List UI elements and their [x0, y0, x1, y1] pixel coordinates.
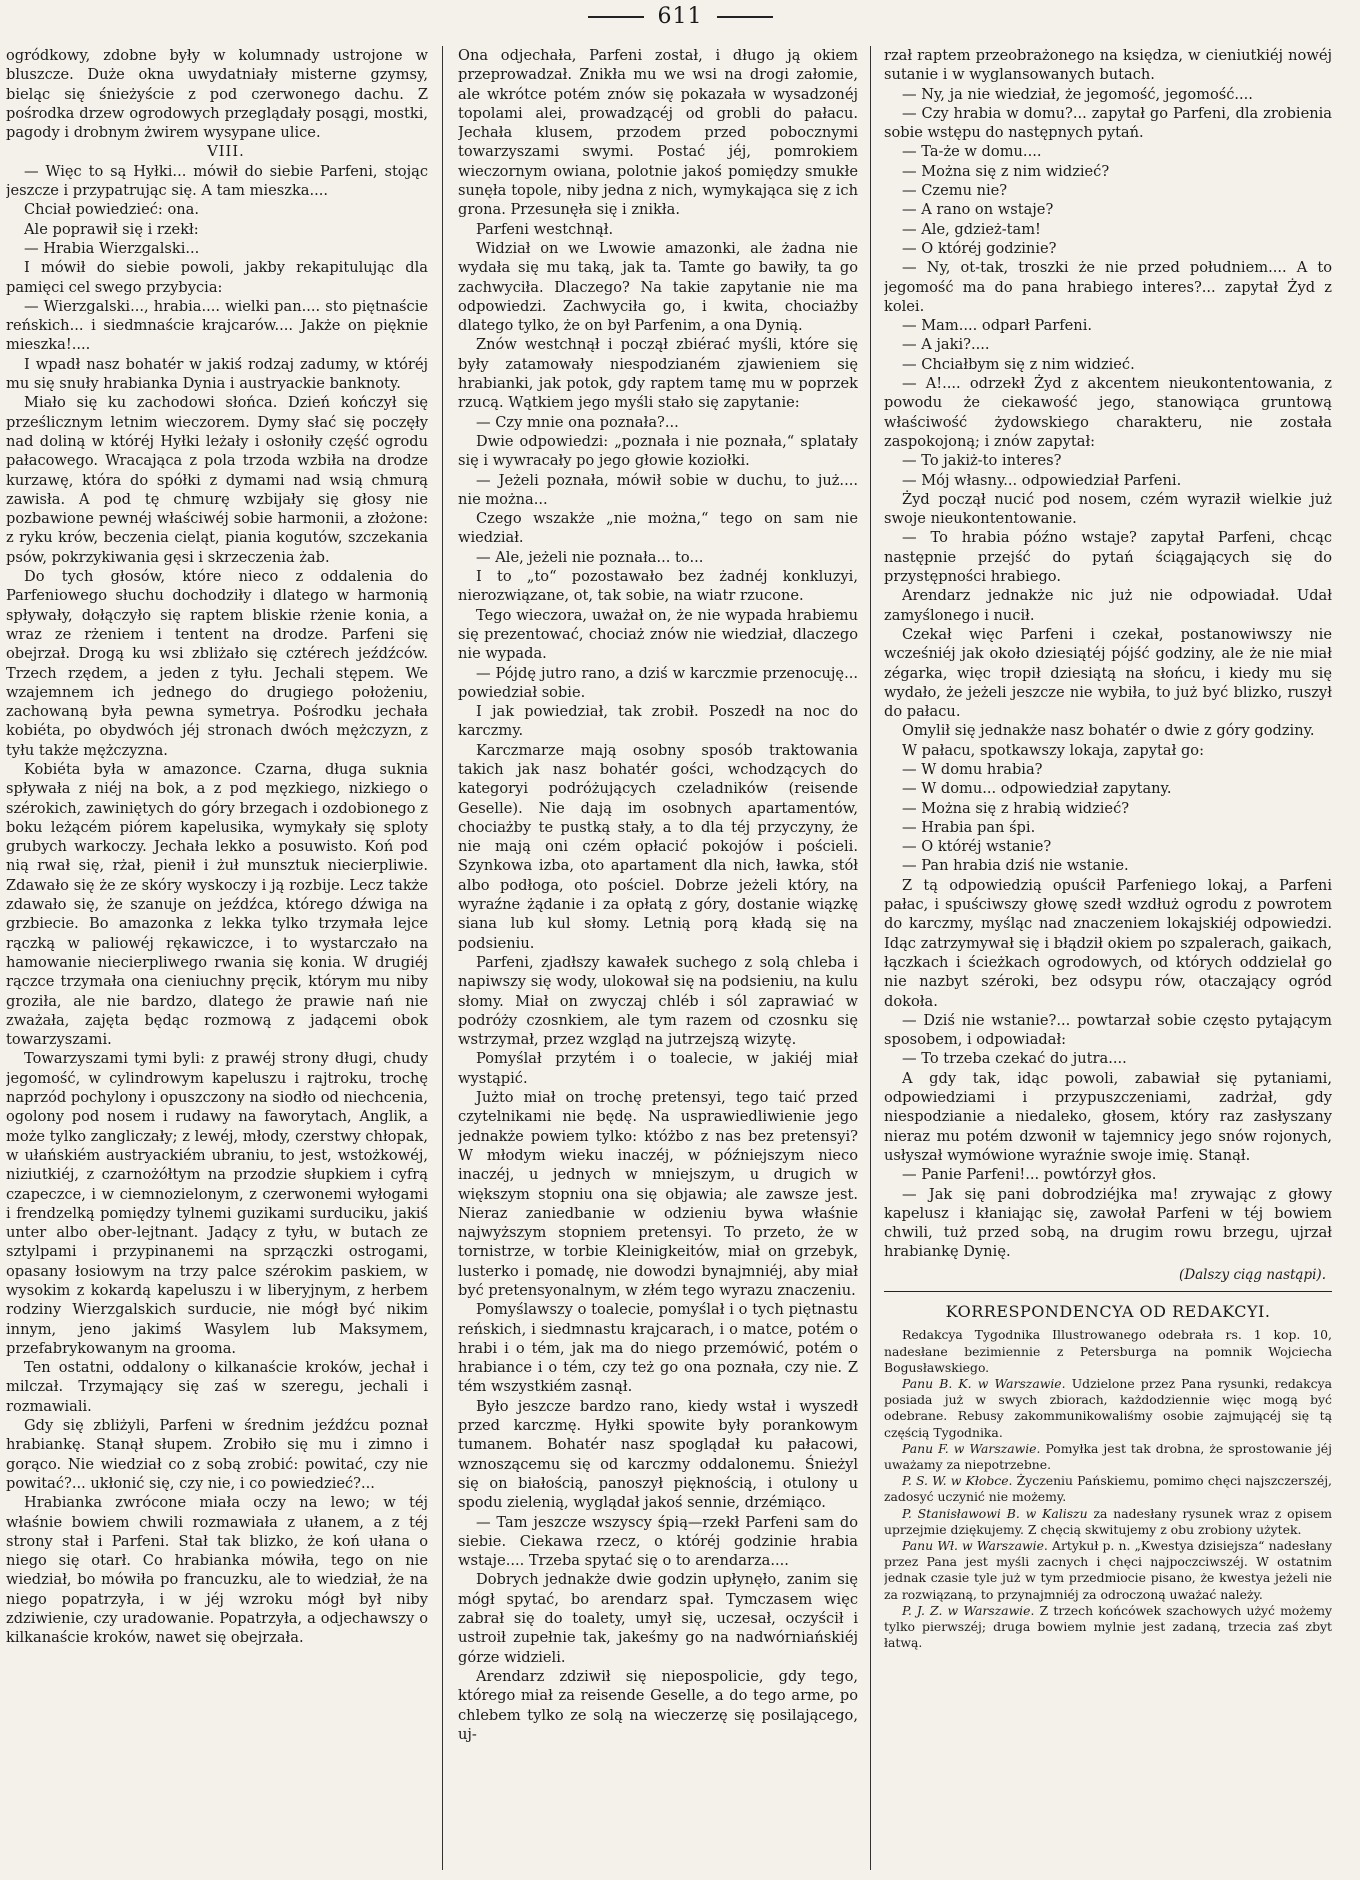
- paragraph: Pomyślawszy o toalecie, pomyślał i o tych piętnastu reńskich, i siedmnastu krajcarach, i o matce, potém o hrabi i o tém, jak ma do niego przemówić, potém o hrabiance i o tém, czy też go ona poznała, czy nie. Z tém wszystkiém zasnął.: [458, 1301, 858, 1396]
- paragraph: — To jakiż-to interes?: [902, 452, 1062, 470]
- paragraph: Dobrych jednakże dwie godzin upłynęło, zanim się mógł spytać, bo arendarz spał. Tymczasem więc zabrał się do toalety, umył się, uczesał, oczyścił i ustroił zupełnie tak, jakeśmy go na nadwórniańskiéj górze widzieli.: [458, 1571, 858, 1666]
- paragraph: Czego wszakże „nie można,“ tego on sam nie wiedział.: [458, 510, 858, 547]
- paragraph: Było jeszcze bardzo rano, kiedy wstał i wyszedł przed karczmę. Hyłki spowite były porankowym tumanem. Bohatér nasz spoglądał ku pałacowi, wznoszącemu się od karczmy oddalonemu. Śnieżyl się on białością, panoszył pięknością, i otulony u spodu zielenią, wyglądał jakoś sennie, drzémiąco.: [458, 1397, 858, 1512]
- paragraph: — Można się z nim widzieć?: [902, 162, 1110, 180]
- page-number-text: 611: [657, 4, 703, 29]
- paragraph: Dwie odpowiedzi: „poznała i nie poznała,“ splatały się i wywracały po jego głowie koziołki.: [458, 432, 858, 470]
- column-1: [6, 46, 428, 1870]
- paragraph: — Pan hrabia dziś nie wstanie.: [902, 857, 1129, 875]
- paragraph: — A rano on wstaje?: [902, 201, 1054, 219]
- paragraph: Towarzyszami tymi byli: z prawéj strony długi, chudy jegomość, w cylindrowym kapeluszu i rajtroku, trochę naprzód pochylony i opuszczony na siodło od niechcenia, ogolony pod nosem i rudawy na faworytach, Anglik, a może tylko zangliczały; z lewéj, młody, czerstwy chłopak, w ułańskiém austryackiém ubraniu, to jest, wstożkowéj, niziutkiéj, z czarnożółtym na przodzie słupkiem i cyfrą czapeczce, i w ciemnozielonym, z czerwonemi wyłogami i frendzelką pomiędzy tylnemi guzikami surduciku, jakiś unter albo ober-lejtnant. Jadący z tyłu, w butach ze sztylpami i przypinanemi na sprzączki ostrogami, opasany łosiowym na trzy palce szérokim paskiem, w wysokim z kokardą kapeluszu i w liberyjnym, z herbem rodziny Wierzgalskich surducie, nie mógł być nikim innym, jeno jakimś Wasylem lub Maksymem, przefabrykowanym na grooma.: [6, 1050, 428, 1357]
- paragraph: — Czemu nie?: [902, 182, 1008, 200]
- correspondence-item: [884, 1441, 1332, 1473]
- correspondence-addressee: P. J. Z. w Warszawie.: [902, 1602, 1035, 1618]
- correspondence-intro: Redakcya Tygodnika Illustrowanego odebrała rs. 1 kop. 10, nadesłane bezimiennie z Petersburga na pomnik Wojciecha Bogusławskiego.: [884, 1327, 1332, 1375]
- paragraph: — Mój własny... odpowiedział Parfeni.: [902, 471, 1182, 489]
- paragraph: Znów westchnął i począł zbiérać myśli, które się były zatamowały niespodzianém zjawieniem się hrabianki, jak potok, gdy raptem tamę mu w poprzek rzucą. Wątkiem jego myśli stało się zapytanie:: [458, 336, 858, 412]
- paragraph: — Ny, ot-tak, troszki że nie przed południem.... A to jegomość ma do pana hrabiego interes?... zapytał Żyd z kolei.: [884, 259, 1332, 315]
- paragraph: — Tam jeszcze wszyscy śpią—rzekł Parfeni sam do siebie. Ciekawa rzecz, o któréj godzinie hrabia wstaje.... Trzeba spytać się o to arendarza....: [458, 1513, 858, 1570]
- correspondence-item: [884, 1473, 1332, 1505]
- paragraph: — Hrabia Wierzgalski...: [24, 239, 200, 257]
- correspondence-text: Pomyłka jest tak drobna, że sprostowanie jéj uważamy za niepotrzebne.: [884, 1440, 1332, 1472]
- paragraph: Tego wieczora, uważał on, że nie wypada hrabiemu się prezentować, chociaż znów nie wiedział, dlaczego nie wypada.: [458, 606, 858, 663]
- paragraph: — Chciałbym się z nim widzieć.: [902, 355, 1135, 373]
- paragraph: Arendarz zdziwił się niepospolicie, gdy tego, którego miał za reisende Geselle, a do tego arme, po chlebem tylko ze solą na wieczerzę się posilającego, uj-: [458, 1667, 858, 1743]
- paragraph: Czekał więc Parfeni i czekał, postanowiwszy nie wcześniéj jak około dziesiątéj pójść godziny, ale że nie miał zégarka, więc tropił dziesiątą na słońcu, i kiedy mu się wydało, że jeżeli jeszcze nie wybiła, to już być blizko, ruszył do pałacu.: [884, 625, 1332, 721]
- paragraph: A gdy tak, idąc powoli, zabawiał się pytaniami, odpowiedziami i przypuszczeniami, zadrżał, gdy niespodzianie a niedaleko, głosem, który raz zasłyszany nieraz mu potém dzwonił w tajemnicy jego snów rojonych, usłyszał wymówione wyraźnie swoje imię. Stanął.: [884, 1069, 1332, 1164]
- paragraph: Żyd począł nucić pod nosem, czém wyraził wielkie już swoje nieukontentowanie.: [884, 490, 1332, 528]
- correspondence-item: [884, 1603, 1332, 1652]
- paragraph: I wpadł nasz bohatér w jakiś rodzaj zadumy, w któréj mu się snuły hrabianka Dynia i austryackie banknoty.: [6, 355, 428, 393]
- paragraph: Chciał powiedzieć: ona.: [24, 201, 199, 219]
- paragraph: Arendarz jednakże nic już nie odpowiadał. Udał zamyślonego i nucił.: [884, 587, 1332, 624]
- page-number-rule-left: [588, 16, 644, 18]
- paragraph: — Pójdę jutro rano, a dziś w karczmie przenocuję... powiedział sobie.: [458, 664, 858, 701]
- paragraph: Hrabianka zwrócone miała oczy na lewo; w téj właśnie bowiem chwili rozmawiała z ułanem, a z téj strony stał i Parfeni. Stał tak blizko, że koń ułana o niego się otarł. Co hrabianka mówiła, tego on nie wiedział, bo mówiła po francuzku, ale to wiedział, że na niego popatrzyła, i w jéj wzroku mógł był niby zdziwienie, czy uradowanie. Popatrzyła, a odjechawszy o kilkanaście kroków, nawet się obejrzała.: [6, 1494, 428, 1647]
- paragraph: — Mam.... odparł Parfeni.: [902, 317, 1093, 335]
- page-number: [0, 4, 1360, 29]
- paragraph: — Czy hrabia w domu?... zapytał go Parfeni, dla zrobienia sobie wstępu do następnych pytań.: [884, 104, 1332, 142]
- paragraph: — Jak się pani dobrodziéjka ma! zrywając z głowy kapelusz i kłaniając się, zawołał Parfeni w téj bowiem chwili, tuż przed sobą, na drugim rowu brzegu, ujrzał hrabiankę Dynię.: [884, 1185, 1332, 1261]
- paragraph: — A jaki?....: [902, 336, 990, 354]
- paragraph: rzał raptem przeobrażonego na księdza, w cieniutkiéj nowéj sutanie i w wyglansowanych butach.: [884, 47, 1332, 84]
- column-divider: [442, 46, 443, 1870]
- paragraph: Ten ostatni, oddalony o kilkanaście kroków, jechał i milczał. Trzymający się zaś w szeregu, jechali i rozmawiali.: [6, 1359, 428, 1415]
- paragraph: Omylił się jednakże nasz bohatér o dwie z góry godziny.: [902, 722, 1315, 740]
- column-2: [458, 46, 858, 1870]
- paragraph: ogródkowy, zdobne były w kolumnady ustrojone w bluszcze. Duże okna uwydatniały misterne gzymsy, bieląc się śnieżyście z pod czerwonego dachu. Z pośrodka drzew ogrodowych przeglądały posągi, mostki, pagody i drobnym żwirem wysypane ulice.: [6, 47, 428, 142]
- correspondence-addressee: Panu Wł. w Warszawie.: [902, 1537, 1048, 1553]
- paragraph: Pomyślał przytém i o toalecie, w jakiéj miał wystąpić.: [458, 1050, 858, 1087]
- paragraph: Jużto miał on trochę pretensyi, tego taić przed czytelnikami nie będę. Na usprawiedliwienie jego jednakże powiem tylko: któżbo z nas bez pretensyi? W młodym wieku inaczéj, w późniejszym nieco inaczéj, u jednych w mniejszym, u drugich w większym stopniu ona się objawia; ale zawsze jest. Nieraz zaniedbanie w odzieniu bywa właśnie najwyższym stopniem pretensyi. To przeto, że w tornistrze, w torbie Kleinigkeitów, miał on grzebyk, lusterko i pomadę, nie dowodzi bynajmniéj, aby miał być pretensyonalnym, w złém tego wyrazu znaczeniu.: [458, 1089, 858, 1299]
- paragraph: Do tych głosów, które nieco z oddalenia do Parfeniowego słuchu dochodziły i dlatego w harmonią spływały, dołączyło się raptem bliskie rżenie konia, a wraz ze rżeniem i tentent na drodze. Parfeni się obejrzał. Drogą ku wsi zbliżało się cztérech jeźdźców. Trzech rzędem, a jeden z tyłu. Jechali stępem. We wzajemnem ich jednego do drugiego położeniu, zachowaną była pewna symetrya. Pośrodku jechała kobiéta, po obydwóch jéj stronach dwóch mężczyzn, z tyłu także mężczyzna.: [6, 568, 428, 759]
- paragraph: — Czy mnie ona poznała?...: [476, 413, 679, 431]
- paragraph: Gdy się zbliżyli, Parfeni w średnim jeźdźcu poznał hrabiankę. Stanął słupem. Zrobiło się mu i zimno i gorąco. Nie wiedział co z sobą zrobić: powitać, czy nie powitać?... ukłonić się, czy nie, i co powiedzieć?...: [6, 1417, 428, 1492]
- paragraph: — Ta-że w domu....: [902, 143, 1042, 161]
- paragraph: Miało się ku zachodowi słońca. Dzień kończył się prześlicznym letnim wieczorem. Dymy słać się poczęły nad doliną w któréj Hyłki leżały i osłoniły część ogrodu pałacowego. Wracająca z pola trzoda wzbiła na drodze kurzawę, która do spółki z dymami nad wsią chmurą zawisła. A pod tę chmurę wzbijały się głosy nie pozbawione pewnéj właściwéj sobie harmonii, a złożone: z ryku krów, beczenia cieląt, piania kogutów, szczekania psów, pokrzykiwania gęsi i skrzeczenia żab.: [6, 394, 428, 566]
- column-divider: [870, 46, 871, 1870]
- correspondence-item: [884, 1538, 1332, 1603]
- paragraph: — W domu... odpowiedział zapytany.: [902, 780, 1172, 798]
- paragraph: — To hrabia późno wstaje? zapytał Parfeni, chcąc następnie przejść do pytań ściągających się do przystępności hrabiego.: [884, 529, 1332, 586]
- section-divider: [884, 1291, 1332, 1292]
- correspondence-item: [884, 1376, 1332, 1441]
- paragraph: Ona odjechała, Parfeni został, i długo ją okiem przeprowadzał. Znikła mu we wsi na drogi załomie, ale wkrótce potém znów się pokazała w wysadzonéj topolami alei, prowadzącéj od grobli do pałacu. Jechała klusem, przodem przed pobocznymi towarzyszami swymi. Postać jéj, pomrokiem wieczornym owiana, polotnie jakoś pomiędzy smukłe sunęła topole, niby jedna z nich, wymykająca się z ich grona. Przesunęła się i znikła.: [458, 47, 858, 219]
- paragraph: I mówił do siebie powoli, jakby rekapitulując dla pamięci cel swego przybycia:: [6, 259, 428, 296]
- paragraph: — Panie Parfeni!... powtórzył głos.: [902, 1166, 1157, 1184]
- column-3: [884, 46, 1332, 1870]
- correspondence-addressee: Panu F. w Warszawie.: [902, 1440, 1041, 1456]
- paragraph: — O któréj godzinie?: [902, 239, 1057, 257]
- paragraph: Parfeni westchnął.: [476, 220, 614, 238]
- correspondence-addressee: P. S. W. w Kłobce.: [902, 1473, 1013, 1489]
- paragraph: I to „to“ pozostawało bez żadnéj konkluzyi, nierozwiązane, ot, tak sobie, na wiatr rzucone.: [458, 568, 858, 605]
- paragraph: Ale poprawił się i rzekł:: [24, 220, 199, 238]
- paragraph: — Ale, jeżeli nie poznała... to...: [476, 548, 704, 566]
- paragraph: W pałacu, spotkawszy lokaja, zapytał go:: [902, 741, 1205, 759]
- correspondence-text: za nadesłany rysunek wraz z opisem uprzejmie dziękujemy. Z chęcią skwitujemy z obu zrobiony użytek.: [884, 1505, 1332, 1537]
- correspondence-text: Artykuł p. n. „Kwestya dzisiejsza“ nadesłany przez Pana jest myśli zacnych i chęci najpoczciwszéj. W ostatnim jednak czasie tyle już w tym przedmiocie pisano, że kwestya jeżeli nie za rozwiązaną, to przynajmniéj za odroczoną uważać należy.: [884, 1537, 1332, 1602]
- paragraph: — Hrabia pan śpi.: [902, 818, 1036, 836]
- correspondence-addressee: Panu B. K. w Warszawie.: [902, 1375, 1066, 1391]
- paragraph: — Dziś nie wstanie?... powtarzał sobie często pytającym sposobem, i odpowiadał:: [884, 1011, 1332, 1049]
- paragraph: I jak powiedział, tak zrobił. Poszedł na noc do karczmy.: [458, 703, 858, 740]
- correspondence-title: KORRESPONDENCYA OD REDAKCYI.: [945, 1302, 1271, 1321]
- correspondence-addressee: P. Stanisławowi B. w Kaliszu: [902, 1505, 1088, 1521]
- paragraph: Kobiéta była w amazonce. Czarna, długa suknia spływała z niéj na bok, a z pod męzkiego, nizkiego o szérokich, zawiniętych do góry brzegach i ozdobionego z boku leżącém piórem kapelusika, wymykały się sploty grubych warkoczy. Jechała lekko a posuwisto. Koń pod nią rwał się, rżał, pienił i żuł munsztuk niecierpliwie. Zdawało się że ze skóry wyskoczy i ją rozbije. Lecz także zdawało się, że szanuje on jeźdźca, którego dźwiga na grzbiecie. Bo amazonka z lekka tylko trzymała lejce rączką w paliowéj rękawiczce, i to wystarczało na hamowanie niecierpliwego rwania się konia. W drugiéj rączce trzymała ona cieniuchny pręcik, którym mu niby groziła, ale nie bardzo, dlatego że prawie nań nie zważała, zajęta będąc rozmową z jadącemi obok towarzyszami.: [6, 760, 428, 1049]
- paragraph: — O któréj wstanie?: [902, 838, 1052, 856]
- correspondence-item: [884, 1506, 1332, 1538]
- paragraph: — Jeżeli poznała, mówił sobie w duchu, to już.... nie można...: [458, 471, 858, 508]
- continuation-note: (Dalszy ciąg nastąpi).: [1179, 1266, 1326, 1283]
- paragraph: — Ale, gdzież-tam!: [902, 220, 1041, 238]
- chapter-number: VIII.: [207, 143, 245, 161]
- correspondence-text: Udzielone przez Pana rysunki, redakcya posiada już w swych zbiorach, każdodziennie więc mogą być odebrane. Rebusy zakommunikowaliśmy osobie zajmującéj się tą częścią Tygodnika.: [884, 1375, 1332, 1440]
- paragraph: Parfeni, zjadłszy kawałek suchego z solą chleba i napiwszy się wody, ulokował się na podsieniu, na kulu słomy. Miał on zwyczaj chléb i sól zaprawiać w podróży czosnkiem, ale tym razem od czosnku się wstrzymał, przez wzgląd na jutrzejszą wizytę.: [458, 953, 858, 1049]
- paragraph: — A!.... odrzekł Żyd z akcentem nieukontentowania, z powodu że ciekawość jego, stanowiąca gruntową właściwość żydowskiego charakteru, nie została zaspokojoną; i znów zapytał:: [884, 375, 1332, 450]
- paragraph: — W domu hrabia?: [902, 760, 1043, 778]
- paragraph: — Więc to są Hyłki... mówił do siebie Parfeni, stojąc jeszcze i przypatrując się. A tam mieszka....: [6, 162, 428, 200]
- paragraph: Widział on we Lwowie amazonki, ale żadna nie wydała się mu taką, jak ta. Tamte go bawiły, ta go zachwyciła. Dlaczego? Na takie zapytanie nie ma odpowiedzi. Zachwyciła go, i kwita, chociażby dlatego tylko, że on był Parfenim, a ona Dynią.: [458, 239, 858, 335]
- correspondence-text: Życzeniu Pańskiemu, pomimo chęci najszczerszéj, zadosyć uczynić nie możemy.: [884, 1473, 1332, 1505]
- correspondence-text: Z trzech końcówek szachowych użyć możemy tylko pierwszéj; druga bowiem mylnie jest zadaną, trzecia zaś zbyt łatwą.: [884, 1602, 1332, 1651]
- paragraph: — Wierzgalski..., hrabia.... wielki pan.... sto piętnaście reńskich... i siedmnaście krajcarów.... Jakże on pięknie mieszka!....: [6, 297, 428, 354]
- paragraph: — To trzeba czekać do jutra....: [902, 1050, 1127, 1068]
- paragraph: — Ny, ja nie wiedział, że jegomość, jegomość....: [902, 85, 1253, 103]
- paragraph: — Można się z hrabią widzieć?: [902, 799, 1130, 817]
- page-number-rule-right: [717, 16, 773, 18]
- paragraph: Karczmarze mają osobny sposób traktowania takich jak nasz bohatér gości, wchodzących do kategoryi podróżujących czeladników (reisende Geselle). Nie dają im osobnych apartamentów, chociażby te pustką stały, a to dla téj przyczyny, że nie mają oni czém opłacić pokojów i pościeli. Szynkowa izba, oto apartament dla nich, ławka, stół albo podłoga, oto pościel. Dobrze jeżeli który, na wyraźne żądanie i za opłatą z góry, dostanie wiązkę siana lub kul słomy. Letnią porą kładą się na podsieniu.: [458, 741, 858, 952]
- paragraph: Z tą odpowiedzią opuścił Parfeniego lokaj, a Parfeni pałac, i spuściwszy głowę szedł wzdłuż ogrodu z powrotem do karczmy, myśląc nad znaczeniem lokajskiéj odpowiedzi. Idąc zatrzymywał się i błądził okiem po szpalerach, gaikach, łączkach i ścieżkach ogrodowych, od których oddzielał go nie nazbyt széroki, bez odsypu rów, otaczający ogród dokoła.: [884, 876, 1332, 1010]
